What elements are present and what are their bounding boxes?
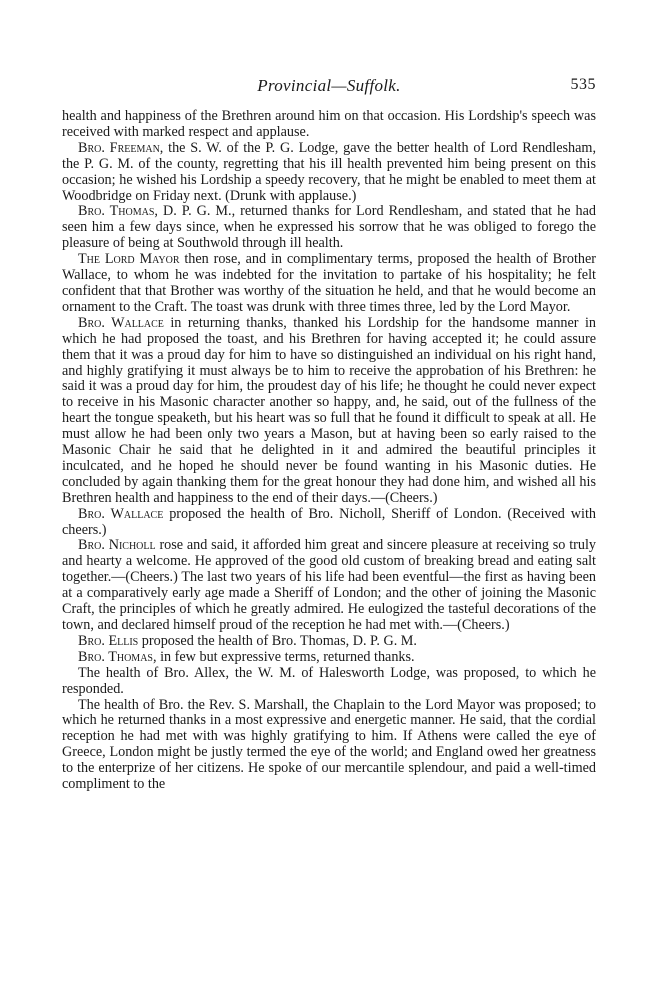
paragraph-3-text: D. P. G. M., returned thanks for Lord Rendlesham, and stated that he had seen him a few days since, when he expressed his sorrow that he was obliged to forego the pleasure of being at Southwold through ill health. [62, 203, 596, 252]
speaker-name: Bro. Ellis [78, 632, 139, 649]
paragraph-2 [62, 141, 596, 205]
speaker-name: Bro. Wallace [78, 505, 164, 522]
paragraph-6 [62, 507, 596, 539]
paragraph-8 [62, 634, 596, 650]
paragraph-3 [62, 204, 596, 252]
paragraph-7 [62, 538, 596, 633]
paragraph-10 [62, 666, 596, 698]
running-title: Provincial—Suffolk. [257, 76, 401, 95]
paragraph-2-text: the S. W. of the P. G. Lodge, gave the better health of Lord Rendlesham, the P. G. M. of the county, regretting that his ill health prevented him being present on this occasion; he wished his Lordship a speedy recovery, that he might be enabled to meet them at Woodbridge on Friday next. (Drunk with applause.) [62, 139, 596, 204]
paragraph-5 [62, 316, 596, 507]
paragraph-1 [62, 109, 596, 141]
paragraph-10-text: The health of Bro. Allex, the W. M. of Halesworth Lodge, was proposed, to which he responded. [62, 664, 596, 697]
speaker-name: Bro. Freeman, [78, 139, 164, 156]
speaker-name: Bro. Thomas, [78, 648, 157, 665]
paragraph-9 [62, 650, 596, 666]
paragraph-11-text: The health of Bro. the Rev. S. Marshall, the Chaplain to the Lord Mayor was proposed; to which he returned thanks in a most expressive and energetic manner. He said, that the cordial reception he had met with was highly gratifying to him. If Athens were called the eye of Greece, London might be justly termed the eye of the world; and England owed her greatness to the enterprize of her citizens. He spoke of our mercantile splendour, and paid a well-timed compliment to the [62, 696, 596, 793]
page-header [62, 76, 596, 98]
paragraph-11 [62, 698, 596, 793]
paragraph-7-text: rose and said, it afforded him great and sincere pleasure at receiving so truly and hearty a welcome. He approved of the good old custom of breaking bread and eating salt together.—(Cheers.) The last two years of his life had been eventful—the first as having been at a comparatively early age made a Sheriff of London; and the other of joining the Masonic Craft, the principles of which he greatly admired. He eulogized the tasteful decorations of the town, and declared himself proud of the reception he had met with.—(Cheers.) [62, 537, 596, 633]
paragraph-5-text: in returning thanks, thanked his Lordship for the handsome manner in which he had proposed the toast, and his Brethren for having accepted it; he could assure them that it was a proud day for him to have so distinguished an individual on his right hand, and highly gratifying it must always be to him to receive the approbation of his Brethren: he said it was a proud day for him, the proudest day of his life; he thought he could never expect to receive in his Masonic character another so happy, and, he said, out of the fullness of the heart the tongue speaketh, but his heart was so full that he found it difficult to speak at all. He must allow he had been only two years a Mason, but at having been so early raised to the Masonic Chair he said that he delighted in it and admired the beautiful principles it inculcated, and he hoped he should never be found wanting in his Masonic duties. He concluded by again thanking them for the great honour they had done him, and wished all his Brethren health and happiness to the end of their days.—(Cheers.) [62, 314, 596, 506]
speaker-name: Bro. Thomas, [78, 203, 158, 220]
paragraph-4 [62, 252, 596, 316]
paragraph-6-text: proposed the health of Bro. Nicholl, Sheriff of London. (Received with cheers.) [62, 505, 596, 538]
paragraph-1-text: health and happiness of the Brethren around him on that occasion. His Lordship's speech was received with marked respect and applause. [62, 108, 596, 140]
speaker-name: Bro. Nicholl [78, 537, 156, 554]
speaker-name: The Lord Mayor [78, 251, 180, 268]
paragraph-9-text: in few but expressive terms, returned thanks. [156, 648, 415, 665]
paragraph-4-text: then rose, and in complimentary terms, proposed the health of Brother Wallace, to whom he was indebted for the invitation to partake of his hospitality; he felt confident that that Brother was worthy of the situation he held, and that he would become an ornament to the Craft. The toast was drunk with three times three, led by the Lord Mayor. [62, 251, 597, 315]
article-body [62, 109, 596, 793]
page-number: 535 [570, 76, 596, 93]
speaker-name: Bro. Wallace [78, 314, 164, 331]
paragraph-8-text: proposed the health of Bro. Thomas, D. P. G. M. [138, 632, 417, 649]
